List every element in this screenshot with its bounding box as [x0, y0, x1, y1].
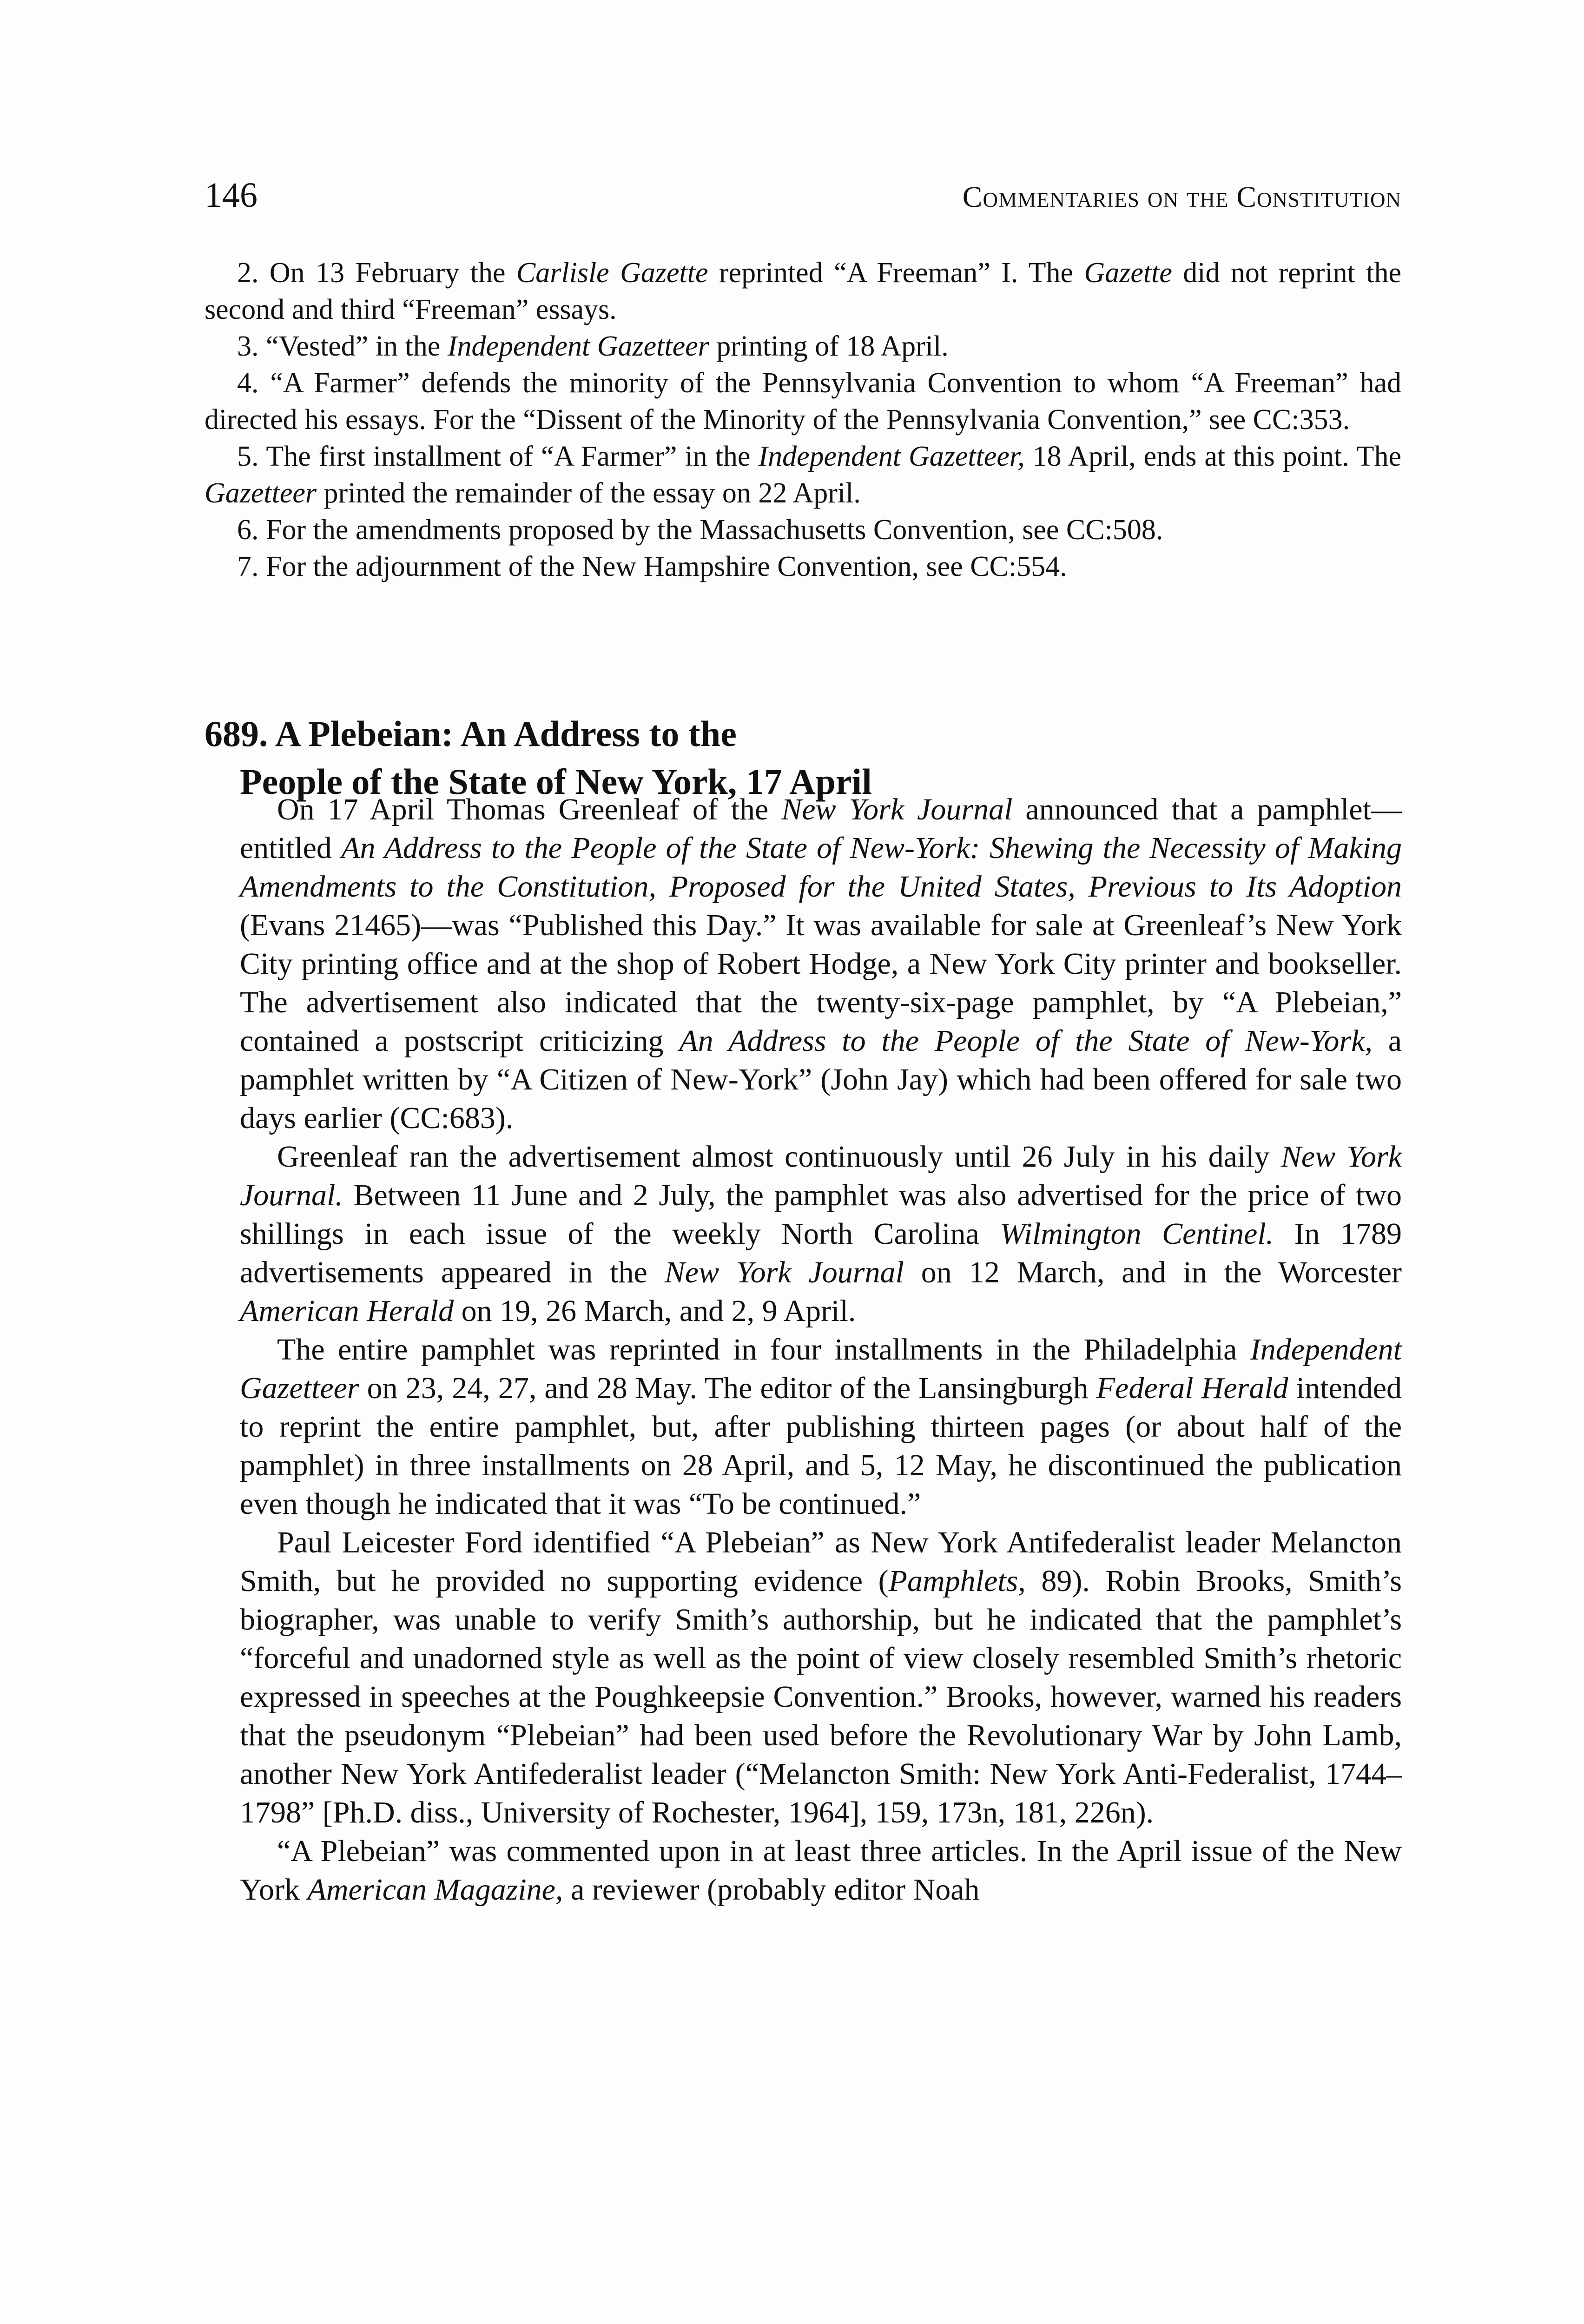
italic-title: Wilmington Centinel.	[1000, 1217, 1274, 1251]
note-item: 3. “Vested” in the Independent Gazetteer printing of 18 April.	[237, 330, 949, 362]
italic-title: Carlisle Gazette	[516, 257, 708, 289]
note-item: 5. The first installment of “A Farmer” in the Independent Gazetteer, 18 April, ends at this point. The Gazetteer printed the remainder of the essay on 22 April.	[205, 441, 1401, 509]
note-item: 4. “A Farmer” defends the minority of the Pennsylvania Convention to whom “A Freeman” had directed his essays. For the “Dissent of the Minority of the Pennsylvania Convention,” see CC:353.	[205, 367, 1401, 436]
italic-title: Gazetteer	[205, 477, 317, 509]
italic-title: Federal Herald	[1096, 1371, 1288, 1405]
italic-title: New York Journal	[781, 792, 1013, 826]
body-paragraph: “A Plebeian” was commented upon in at least three articles. In the April issue of the New York American Magazine, a reviewer (probably editor Noah	[240, 1834, 1402, 1907]
note-item: 6. For the amendments proposed by the Massachusetts Convention, see CC:508.	[237, 514, 1163, 546]
headnote-body	[240, 790, 1402, 1909]
italic-title: New York Journal.	[240, 1140, 1402, 1212]
italic-title: An Address to the People of the State of New-York: Shewing the Necessity of Making Amendments to the Constitution, Proposed for the United States, Previous to Its Adoption	[240, 831, 1402, 904]
body-paragraph: Paul Leicester Ford identified “A Plebeian” as New York Antifederalist leader Melancton Smith, but he provided no supporting evidence (Pamphlets, 89). Robin Brooks, Smith’s biographer, was unable to verify Smith’s authorship, but he indicated that the pamphlet’s “forceful and unadorned style as well as the point of view closely resembled Smith’s rhetoric expressed in speeches at the Poughkeepsie Convention.” Brooks, however, warned his readers that the pseudonym “Plebeian” had been used before the Revolutionary War by John Lamb, another New York Antifederalist leader (“Melancton Smith: New York Anti-Federalist, 1744–1798” [Ph.D. diss., University of Rochester, 1964], 159, 173n, 181, 226n).	[240, 1525, 1402, 1829]
document-title-line-2: People of the State of New York, 17 April	[240, 761, 872, 802]
running-head	[205, 174, 1401, 216]
body-paragraph: On 17 April Thomas Greenleaf of the New York Journal announced that a pamphlet—entitled An Address to the People of the State of New-York: Shewing the Necessity of Making Amendments to the Constitution, Proposed for the United States, Previous to Its Adoption (Evans 21465)—was “Published this Day.” It was available for sale at Greenleaf’s New York City printing office and at the shop of Robert Hodge, a New York City printer and bookseller. The advertisement also indicated that the twenty-six-page pamphlet, by “A Plebeian,” contained a postscript criticizing An Address to the People of the State of New-York, a pamphlet written by “A Citizen of New-York” (John Jay) which had been offered for sale two days earlier (CC:683).	[240, 792, 1402, 1135]
italic-title: Gazette	[1084, 257, 1172, 289]
running-title: Commentaries on the Constitution	[962, 180, 1401, 213]
italic-title: Independent Gazetteer	[240, 1333, 1402, 1405]
italic-title: Independent Gazetteer,	[758, 441, 1025, 472]
italic-title: Pamphlets,	[888, 1564, 1026, 1598]
italic-title: American Herald	[240, 1294, 454, 1328]
italic-title: Independent Gazetteer	[447, 330, 709, 362]
endnotes	[205, 255, 1401, 585]
document-title-line-1: 689. A Plebeian: An Address to the	[205, 713, 737, 754]
page-number: 146	[205, 176, 257, 215]
italic-title: An Address to the People of the State of New-York,	[679, 1024, 1373, 1058]
body-paragraph: The entire pamphlet was reprinted in four installments in the Philadelphia Independent Gazetteer on 23, 24, 27, and 28 May. The editor of the Lansingburgh Federal Herald intended to reprint the entire pamphlet, but, after publishing thirteen pages (or about half of the pamphlet) in three installments on 28 April, and 5, 12 May, he discontinued the publication even though he indicated that it was “To be continued.”	[240, 1333, 1402, 1521]
italic-title: American Magazine,	[307, 1873, 563, 1907]
note-item: 2. On 13 February the Carlisle Gazette reprinted “A Freeman” I. The Gazette did not reprint the second and third “Freeman” essays.	[205, 257, 1401, 325]
note-item: 7. For the adjournment of the New Hampshire Convention, see CC:554.	[237, 551, 1067, 582]
italic-title: New York Journal	[664, 1255, 904, 1289]
body-paragraph: Greenleaf ran the advertisement almost continuously until 26 July in his daily New York Journal. Between 11 June and 2 July, the pamphlet was also advertised for the price of two shillings in each issue of the weekly North Carolina Wilmington Centinel. In 1789 advertisements appeared in the New York Journal on 12 March, and in the Worcester American Herald on 19, 26 March, and 2, 9 April.	[240, 1140, 1402, 1328]
